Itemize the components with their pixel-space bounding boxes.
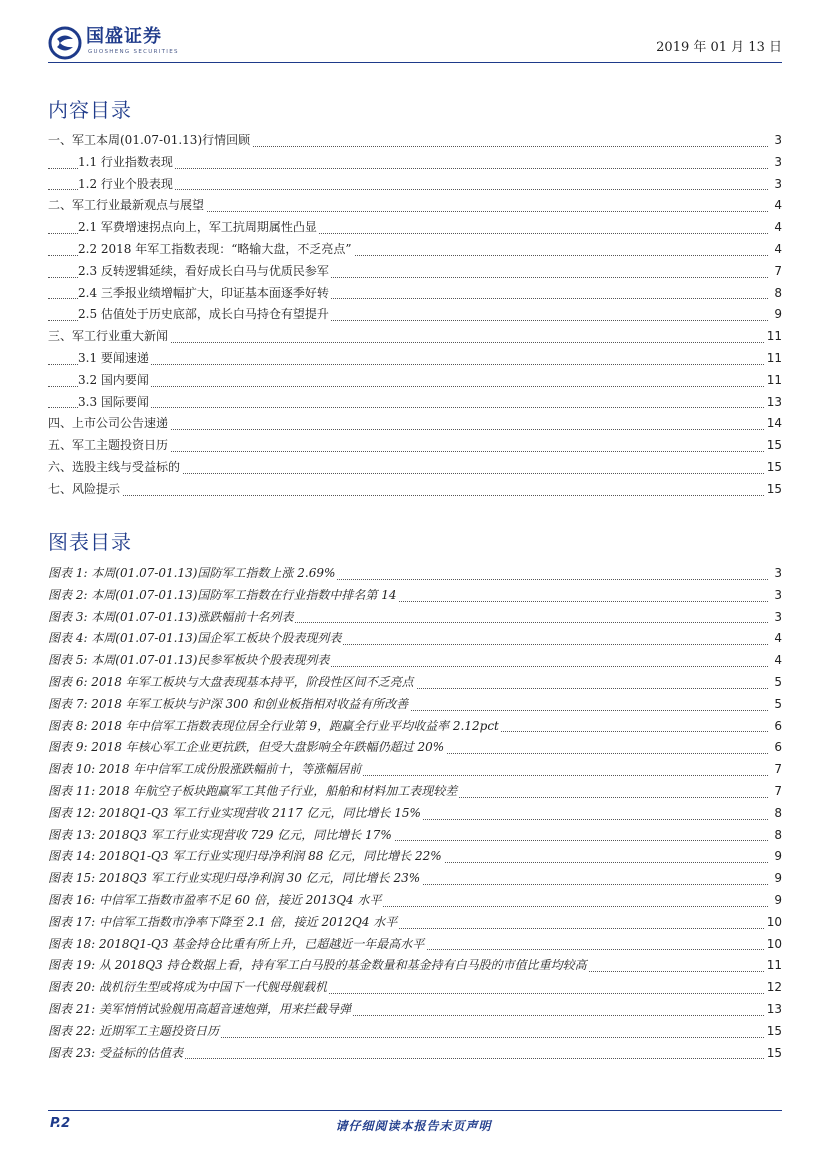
figure-entry[interactable] <box>48 999 782 1021</box>
entry-page-number: 14 <box>765 413 782 435</box>
entry-page-number: 3 <box>772 152 782 174</box>
toc-entry-label: 三、军工行业重大新闻 <box>48 326 170 348</box>
toc-entry-label: 1.2 行业个股表现 <box>78 174 175 196</box>
entry-page-number: 11 <box>765 326 782 348</box>
figure-entry-label: 图表 5: 本周(01.07-01.13)民参军板块个股表现列表 <box>48 650 331 672</box>
toc-entry[interactable] <box>48 261 782 283</box>
toc-entry[interactable] <box>48 413 782 435</box>
toc-entry-label: 七、风险提示 <box>48 479 122 501</box>
figure-entry-label: 图表 19: 从 2018Q3 持仓数据上看，持有军工白马股的基金数量和基金持有白马股的市值比重均较高 <box>48 955 589 977</box>
figure-entry[interactable] <box>48 846 782 868</box>
toc-entry-label: 3.3 国际要闻 <box>78 392 151 414</box>
entry-page-number: 4 <box>772 239 782 261</box>
entry-page-number: 13 <box>765 392 782 414</box>
toc-entry[interactable] <box>48 152 782 174</box>
toc-entry[interactable] <box>48 130 782 152</box>
toc-entry[interactable] <box>48 457 782 479</box>
entry-page-number: 8 <box>772 803 782 825</box>
entry-page-number: 9 <box>772 868 782 890</box>
figure-entry-label: 图表 3: 本周(01.07-01.13)涨跌幅前十名列表 <box>48 607 295 629</box>
entry-page-number: 4 <box>772 650 782 672</box>
figure-entry-label: 图表 6: 2018 年军工板块与大盘表现基本持平，阶段性区间不乏亮点 <box>48 672 416 694</box>
figure-entry[interactable] <box>48 716 782 738</box>
figure-entry-label: 图表 1: 本周(01.07-01.13)国防军工指数上涨 2.69% <box>48 563 337 585</box>
entry-page-number: 7 <box>772 781 782 803</box>
toc-entry-label: 2.3 反转逻辑延续，看好成长白马与优质民参军 <box>78 261 331 283</box>
figure-entry[interactable] <box>48 563 782 585</box>
entry-page-number: 12 <box>765 977 782 999</box>
figure-entry-label: 图表 9: 2018 年核心军工企业更抗跌，但受大盘影响全年跌幅仍超过 20% <box>48 737 446 759</box>
figure-entry-label: 图表 10: 2018 年中信军工成份股涨跌幅前十，等涨幅居前 <box>48 759 363 781</box>
figure-entry[interactable] <box>48 759 782 781</box>
entry-page-number: 15 <box>765 1021 782 1043</box>
entry-page-number: 8 <box>772 283 782 305</box>
entry-page-number: 5 <box>772 694 782 716</box>
entry-page-number: 3 <box>772 607 782 629</box>
entry-page-number: 3 <box>772 563 782 585</box>
figure-entry-label: 图表 8: 2018 年中信军工指数表现位居全行业第 9，跑赢全行业平均收益率 2.12pct <box>48 716 501 738</box>
figure-entry[interactable] <box>48 737 782 759</box>
figure-entry-label: 图表 23: 受益标的估值表 <box>48 1043 185 1065</box>
toc-entry-label: 1.1 行业指数表现 <box>78 152 175 174</box>
page-number: P.2 <box>50 1116 71 1131</box>
figure-entry[interactable] <box>48 1021 782 1043</box>
entry-page-number: 15 <box>765 435 782 457</box>
entry-page-number: 3 <box>772 130 782 152</box>
toc-entry-label: 二、军工行业最新观点与展望 <box>48 195 206 217</box>
logo-mark-icon <box>48 26 82 60</box>
figure-entry[interactable] <box>48 912 782 934</box>
figure-entry[interactable] <box>48 890 782 912</box>
figure-entry-label: 图表 17: 中信军工指数市净率下降至 2.1 倍，接近 2012Q4 水平 <box>48 912 399 934</box>
entry-page-number: 15 <box>765 457 782 479</box>
entry-page-number: 6 <box>772 716 782 738</box>
toc-title: 内容目录 <box>48 98 132 122</box>
figure-entry-label: 图表 20: 战机衍生型或将成为中国下一代舰母舰载机 <box>48 977 329 999</box>
entry-page-number: 11 <box>765 370 782 392</box>
header-rule <box>48 62 782 63</box>
entry-page-number: 3 <box>772 585 782 607</box>
disclaimer-note: 请仔细阅读本报告末页声明 <box>335 1119 492 1133</box>
figure-entry-label: 图表 12: 2018Q1-Q3 军工行业实现营收 2117 亿元，同比增长 15% <box>48 803 423 825</box>
toc-entry-label: 四、上市公司公告速递 <box>48 413 170 435</box>
toc-entry[interactable] <box>48 195 782 217</box>
figure-entry[interactable] <box>48 803 782 825</box>
toc-entry-label: 一、军工本周(01.07-01.13)行情回顾 <box>48 130 252 152</box>
figure-entry-label: 图表 22: 近期军工主题投资日历 <box>48 1021 221 1043</box>
entry-page-number: 6 <box>772 737 782 759</box>
entry-page-number: 9 <box>772 304 782 326</box>
entry-page-number: 9 <box>772 890 782 912</box>
report-date: 2019 年 01 月 13 日 <box>656 40 782 55</box>
toc-entry[interactable] <box>48 217 782 239</box>
figure-entry-label: 图表 11: 2018 年航空子板块跑赢军工其他子行业，船舶和材料加工表现较差 <box>48 781 459 803</box>
figure-entry[interactable] <box>48 1043 782 1065</box>
toc-entry-label: 3.2 国内要闻 <box>78 370 151 392</box>
figure-entry-label: 图表 21: 美军悄悄试验舰用高超音速炮弹，用来拦截导弹 <box>48 999 353 1021</box>
toc-entry[interactable] <box>48 326 782 348</box>
entry-page-number: 10 <box>765 912 782 934</box>
dot-leader <box>48 386 768 387</box>
toc-entry[interactable] <box>48 392 782 414</box>
figure-entry-label: 图表 7: 2018 年军工板块与沪深 300 和创业板指相对收益有所改善 <box>48 694 410 716</box>
company-logo <box>48 26 278 62</box>
figure-entry-label: 图表 14: 2018Q1-Q3 军工行业实现归母净利润 88 亿元，同比增长 22% <box>48 846 444 868</box>
entry-page-number: 15 <box>765 479 782 501</box>
page-header <box>48 22 782 62</box>
figure-entry[interactable] <box>48 650 782 672</box>
figure-entry-label: 图表 18: 2018Q1-Q3 基金持仓比重有所上升，已超越近一年最高水平 <box>48 934 426 956</box>
figure-entry[interactable] <box>48 628 782 650</box>
toc-entry[interactable] <box>48 283 782 305</box>
entry-page-number: 11 <box>765 348 782 370</box>
toc-entry[interactable] <box>48 348 782 370</box>
entry-page-number: 4 <box>772 195 782 217</box>
toc-entry[interactable] <box>48 174 782 196</box>
figure-entry-label: 图表 13: 2018Q3 军工行业实现营收 729 亿元，同比增长 17% <box>48 825 394 847</box>
footer-rule <box>48 1110 782 1111</box>
toc-entry-label: 2.5 估值处于历史底部，成长白马持仓有望提升 <box>78 304 331 326</box>
dot-leader <box>48 495 768 496</box>
dot-leader <box>48 407 768 408</box>
toc-entry[interactable] <box>48 239 782 261</box>
entry-page-number: 8 <box>772 825 782 847</box>
figure-entry[interactable] <box>48 585 782 607</box>
entry-page-number: 10 <box>765 934 782 956</box>
toc-entry-label: 3.1 要闻速递 <box>78 348 151 370</box>
entry-page-number: 15 <box>765 1043 782 1065</box>
toc-entry[interactable] <box>48 479 782 501</box>
entry-page-number: 9 <box>772 846 782 868</box>
figure-entry[interactable] <box>48 934 782 956</box>
toc-entry[interactable] <box>48 304 782 326</box>
figure-entry[interactable] <box>48 694 782 716</box>
toc-entry-label: 六、选股主线与受益标的 <box>48 457 182 479</box>
entry-page-number: 7 <box>772 759 782 781</box>
toc-entry-label: 2.2 2018 年军工指数表现：“略输大盘，不乏亮点” <box>78 239 354 261</box>
figure-entry-label: 图表 16: 中信军工指数市盈率不足 60 倍，接近 2013Q4 水平 <box>48 890 383 912</box>
entry-page-number: 13 <box>765 999 782 1021</box>
figure-entry[interactable] <box>48 781 782 803</box>
dot-leader <box>48 364 768 365</box>
figures-list <box>48 563 782 1064</box>
logo-subtitle: GUOSHENG SECURITIES <box>88 49 179 55</box>
figure-entry[interactable] <box>48 607 782 629</box>
figure-entry-label: 图表 15: 2018Q3 军工行业实现归母净利润 30 亿元，同比增长 23% <box>48 868 422 890</box>
toc-entry[interactable] <box>48 435 782 457</box>
figure-entry[interactable] <box>48 825 782 847</box>
toc-entry-label: 五、军工主题投资日历 <box>48 435 170 457</box>
entry-page-number: 4 <box>772 628 782 650</box>
figure-entry[interactable] <box>48 977 782 999</box>
entry-page-number: 4 <box>772 217 782 239</box>
entry-page-number: 11 <box>765 955 782 977</box>
toc-entry[interactable] <box>48 370 782 392</box>
toc-entry-label: 2.4 三季报业绩增幅扩大，印证基本面逐季好转 <box>78 283 331 305</box>
figure-entry[interactable] <box>48 868 782 890</box>
logo-text: 国盛证券 <box>86 26 162 47</box>
entry-page-number: 5 <box>772 672 782 694</box>
toc-entry-label: 2.1 军费增速拐点向上，军工抗周期属性凸显 <box>78 217 319 239</box>
entry-page-number: 3 <box>772 174 782 196</box>
figures-title: 图表目录 <box>48 530 132 554</box>
figure-entry-label: 图表 2: 本周(01.07-01.13)国防军工指数在行业指数中排名第 14 <box>48 585 399 607</box>
entry-page-number: 7 <box>772 261 782 283</box>
figure-entry-label: 图表 4: 本周(01.07-01.13)国企军工板块个股表现列表 <box>48 628 343 650</box>
figure-entry[interactable] <box>48 672 782 694</box>
toc-list <box>48 130 782 501</box>
figure-entry[interactable] <box>48 955 782 977</box>
